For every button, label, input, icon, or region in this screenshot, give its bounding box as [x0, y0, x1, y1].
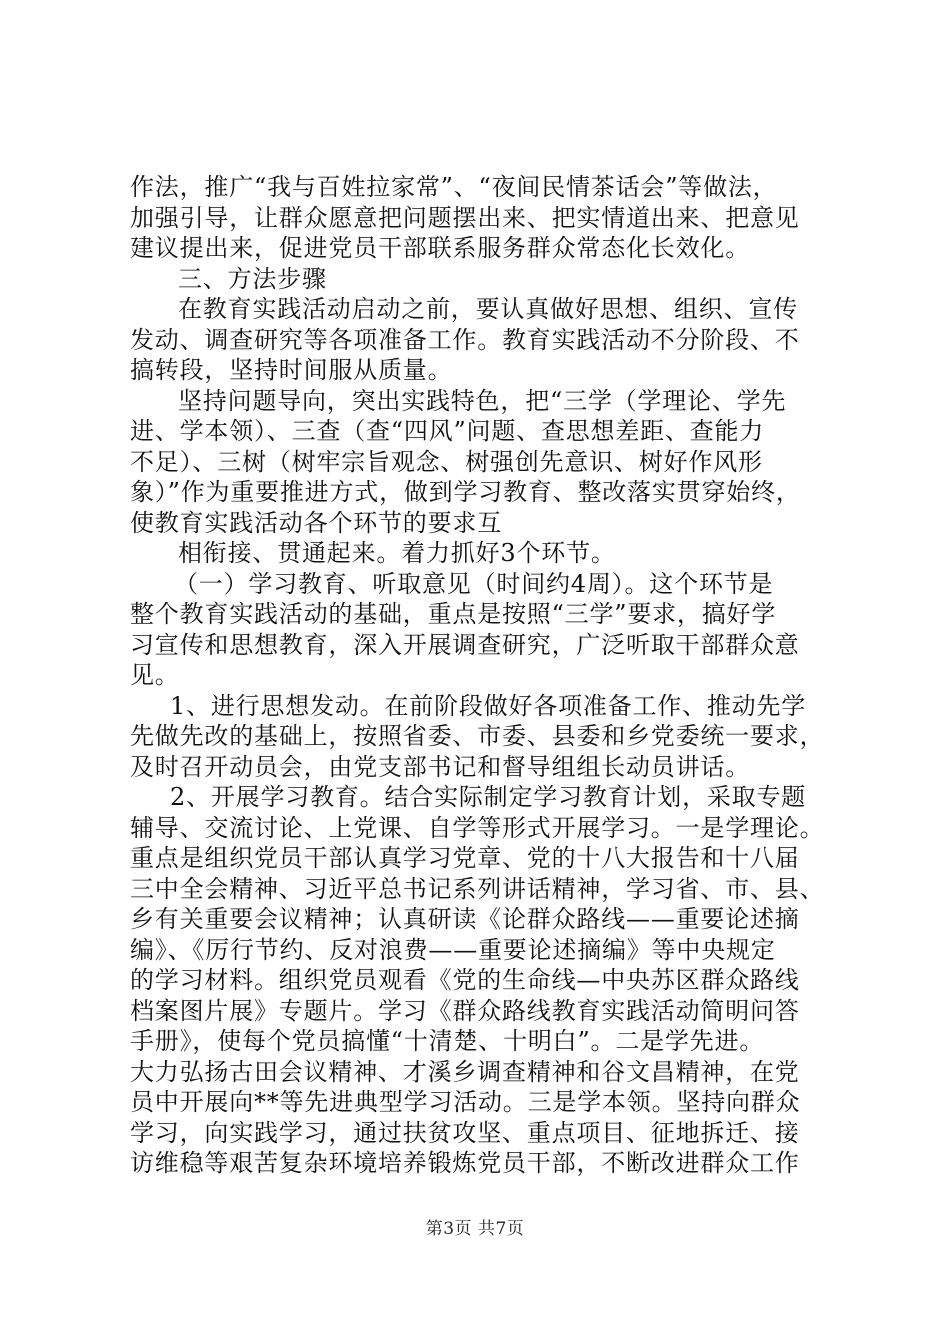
text-line: 编》、《厉行节约、反对浪费——重要论述摘编》等中央规定 — [130, 935, 776, 964]
text-line: 访维稳等艰苦复杂环境培养锻炼党员干部，不断改进群众工作 — [130, 1149, 800, 1177]
subsection-heading: （一）学习教育、听取意见（时间约4周）。这个环节是 — [174, 569, 774, 598]
text-line: 在教育实践活动启动之前，要认真做好思想、组织、宣传 — [178, 295, 798, 323]
text-line: 进、学本领）、三查（查“四风”问题、查思想差距、查能力 — [130, 417, 765, 445]
text-line: 重点是组织党员干部认真学习党章、党的十八大报告和十八届 — [130, 844, 800, 872]
text-line: 发动、调查研究等各项准备工作。教育实践活动不分阶段、不 — [130, 325, 800, 354]
text-line: 乡有关重要会议精神；认真研读《论群众路线——重要论述摘 — [130, 905, 800, 933]
text-line: 建议提出来，促进党员干部联系服务群众常态化长效化。 — [130, 234, 750, 262]
text-line: 使教育实践活动各个环节的要求互 — [130, 508, 502, 537]
text-line: 坚持问题导向，突出实践特色，把“三学（学理论、学先 — [178, 386, 787, 415]
text-line: 档案图片展》专题片。学习《群众路线教育实践活动简明问答 — [130, 996, 800, 1025]
text-line: 象）”作为重要推进方式，做到学习教育、整改落实贯穿始终， — [130, 478, 801, 506]
text-line: 搞转段，坚持时间服从质量。 — [130, 356, 453, 384]
page-number-footer: 第3页 共7页 — [425, 1219, 525, 1239]
text-line: 先做先改的基础上，按照省委、市委、县委和乡党委统一要求， — [130, 722, 825, 750]
text-line: 习宣传和思想教育，深入开展调查研究，广泛听取干部群众意 — [130, 630, 800, 659]
text-line: 大力弘扬古田会议精神、才溪乡调查精神和谷文昌精神，在党 — [130, 1057, 800, 1086]
text-line: 不足）、三树（树牢宗旨观念、树强创先意识、树好作风形 — [130, 447, 763, 476]
text-line: 辅导、交流讨论、上党课、自学等形式开展学习。一是学理论。 — [130, 813, 825, 842]
body-text — [130, 172, 834, 1179]
text-line: 学习，向实践学习，通过扶贫攻坚、重点项目、征地拆迁、接 — [130, 1118, 800, 1147]
numbered-item: 1、进行思想发动。在前阶段做好各项准备工作、推动先学 — [170, 691, 807, 720]
text-line: 三中全会精神、习近平总书记系列讲话精神，学习省、市、县、 — [130, 874, 825, 903]
text-line: 手册》，使每个党员搞懂“十清楚、十明白”。二是学先进。 — [130, 1027, 765, 1055]
section-heading: 三、方法步骤 — [178, 264, 327, 293]
text-line: 的学习材料。组织党员观看《党的生命线—中央苏区群众路线 — [130, 966, 800, 994]
text-line: 相衔接、贯通起来。着力抓好3个环节。 — [178, 539, 616, 567]
text-line: 及时召开动员会，由党支部书记和督导组组长动员讲话。 — [130, 752, 750, 781]
text-line: 员中开展向**等先进典型学习活动。三是学本领。坚持向群众 — [130, 1088, 801, 1116]
numbered-item: 2、开展学习教育。结合实际制定学习教育计划，采取专题 — [170, 783, 807, 811]
text-line: 作法，推广“我与百姓拉家常”、“夜间民情茶话会”等做法， — [130, 173, 778, 201]
text-line: 整个教育实践活动的基础，重点是按照“三学”要求，搞好学 — [130, 600, 777, 628]
text-line: 见。 — [130, 661, 180, 689]
text-line: 加强引导，让群众愿意把问题摆出来、把实情道出来、把意见 — [130, 203, 800, 232]
